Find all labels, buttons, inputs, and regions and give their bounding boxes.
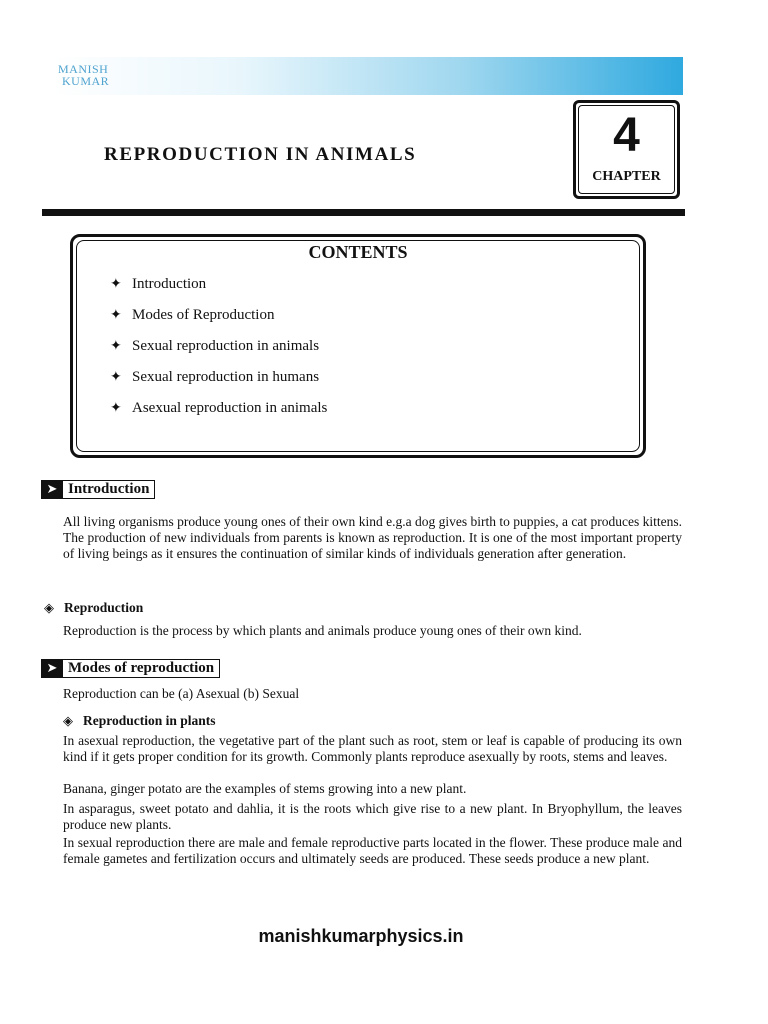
- plants-subheading: [63, 713, 216, 730]
- star-bullet-icon: ✦: [110, 276, 122, 292]
- star-bullet-icon: ✦: [110, 400, 122, 416]
- arrow-bullet-icon: ➤: [41, 480, 63, 499]
- plants-paragraph-2: Banana, ginger potato are the examples of stems growing into a new plant.: [63, 781, 467, 796]
- contents-item: [110, 274, 327, 305]
- diamond-bullet-icon: ◈: [63, 714, 73, 729]
- reproduction-subheading: [44, 600, 143, 617]
- logo: [58, 63, 109, 87]
- chapter-label: CHAPTER: [592, 169, 661, 184]
- introduction-heading: [41, 480, 155, 499]
- plants-paragraph-4: In sexual reproduction there are male and female reproductive parts located in the flower. These produce male and female gametes and fertilization occurs and ultimately seeds are produced. These seeds produce a new plant.: [63, 835, 682, 866]
- contents-item: [110, 398, 327, 429]
- contents-item-label: Modes of Reproduction: [132, 307, 275, 323]
- contents-list: [110, 274, 327, 429]
- subheading-label: Reproduction: [64, 600, 144, 615]
- footer-website[interactable]: manishkumarphysics.in: [258, 926, 464, 946]
- section-heading-label: Modes of reproduction: [63, 659, 220, 678]
- contents-item-label: Sexual reproduction in humans: [132, 369, 320, 385]
- page-title: REPRODUCTION IN ANIMALS: [104, 144, 417, 165]
- plants-paragraph-1: In asexual reproduction, the vegetative part of the plant such as root, stem or leaf is capable of producing its own kind if it gets proper condition for its growth. Commonly plants reproduce asexually by roots, stems and leaves.: [63, 733, 682, 764]
- arrow-bullet-icon: ➤: [41, 659, 63, 678]
- chapter-number: 4: [613, 109, 640, 162]
- contents-item: [110, 336, 327, 367]
- diamond-bullet-icon: ◈: [44, 601, 54, 616]
- plants-paragraph-3: In asparagus, sweet potato and dahlia, it is the roots which give rise to a new plant. In Bryophyllum, the leaves produce new plants.: [63, 801, 682, 832]
- contents-title: CONTENTS: [308, 242, 408, 262]
- header-banner: [52, 57, 683, 95]
- contents-item: [110, 367, 327, 398]
- title-divider: [42, 209, 685, 216]
- star-bullet-icon: ✦: [110, 338, 122, 354]
- contents-item-label: Introduction: [132, 276, 207, 292]
- contents-item: [110, 305, 327, 336]
- star-bullet-icon: ✦: [110, 369, 122, 385]
- contents-item-label: Asexual reproduction in animals: [132, 400, 328, 416]
- reproduction-definition: Reproduction is the process by which plants and animals produce young ones of their own kind.: [63, 623, 582, 638]
- logo-line-2: KUMAR: [62, 74, 110, 88]
- logo-line-1: MANISH: [58, 62, 109, 76]
- star-bullet-icon: ✦: [110, 307, 122, 323]
- subheading-label: Reproduction in plants: [83, 713, 216, 728]
- introduction-paragraph: All living organisms produce young ones of their own kind e.g.a dog gives birth to puppies, a cat produces kittens. The production of new individuals from parents is known as reproduction. It is one of the most important property of living beings as it ensures the continuation of similar kinds of individuals generation after generation.: [63, 514, 682, 561]
- modes-intro: Reproduction can be (a) Asexual (b) Sexual: [63, 686, 300, 701]
- section-heading-label: Introduction: [63, 480, 155, 499]
- contents-item-label: Sexual reproduction in animals: [132, 338, 320, 354]
- modes-heading: [41, 659, 220, 678]
